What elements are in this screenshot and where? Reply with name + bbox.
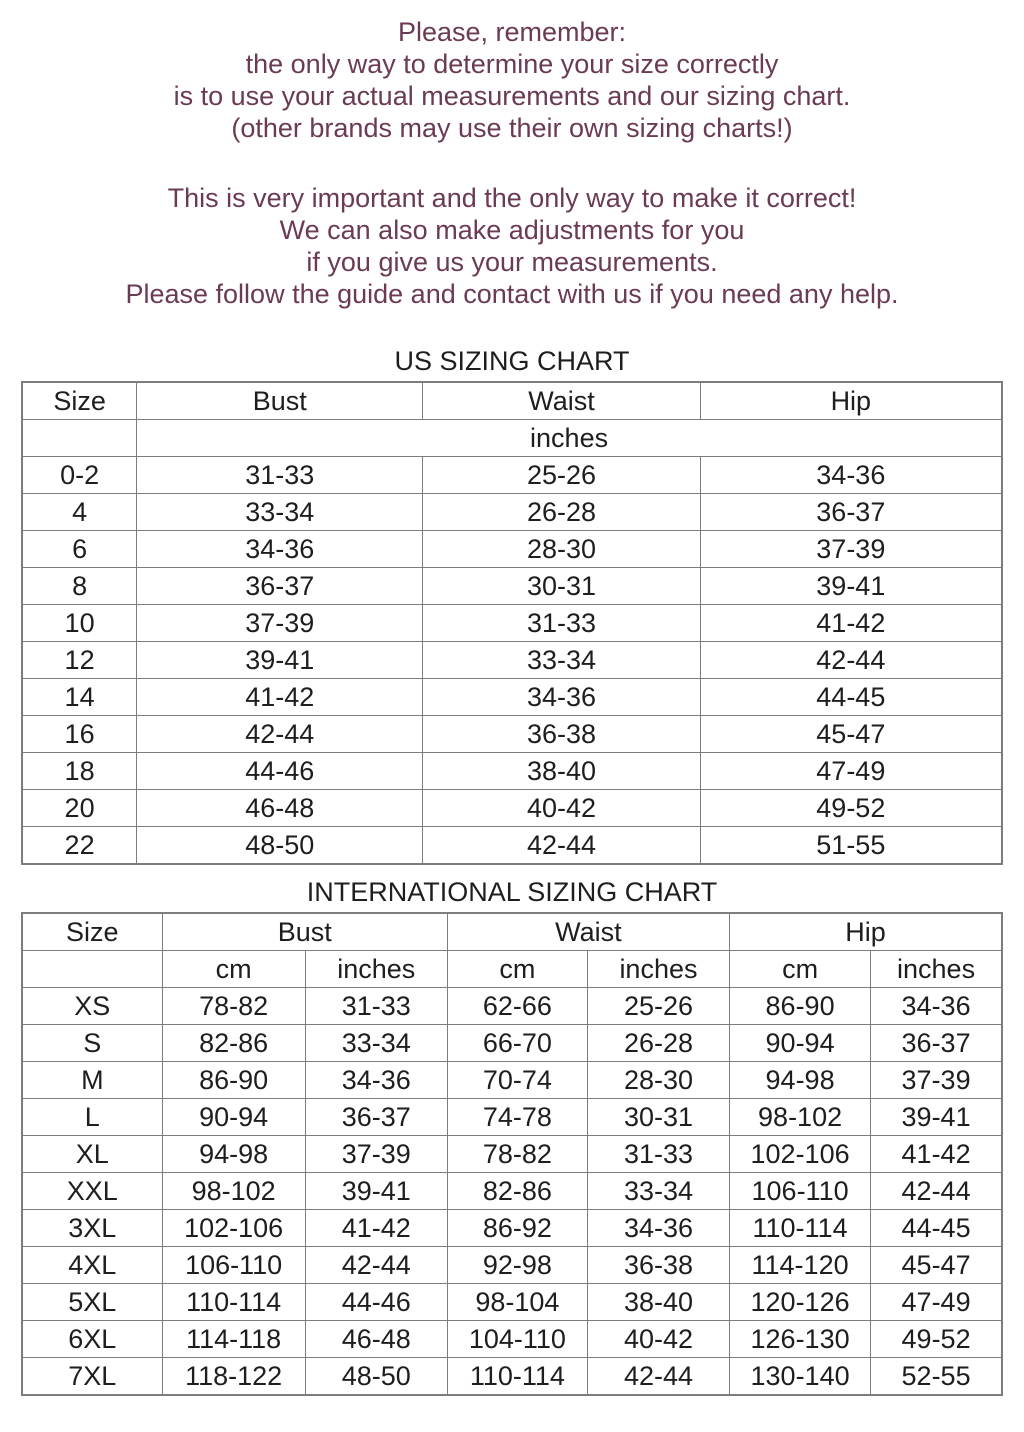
table-row: [22, 642, 1002, 679]
table-row: [22, 679, 1002, 716]
table-cell: 110-114: [447, 1358, 587, 1396]
table-cell: 10: [22, 605, 137, 642]
table-cell: 37-39: [700, 531, 1002, 568]
table-row: [22, 1062, 1002, 1099]
unit-label-cm: cm: [447, 951, 587, 988]
intro-line: the only way to determine your size correctly: [245, 49, 779, 79]
table-cell: 34-36: [423, 679, 700, 716]
table-cell: 31-33: [137, 457, 423, 494]
table-cell: 12: [22, 642, 137, 679]
table-cell: 36-37: [305, 1099, 447, 1136]
table-cell: 39-41: [305, 1173, 447, 1210]
table-cell: 34-36: [305, 1062, 447, 1099]
unit-label-cm: cm: [730, 951, 871, 988]
table-cell: 36-38: [423, 716, 700, 753]
column-header-size: Size: [22, 913, 162, 951]
table-cell: 41-42: [137, 679, 423, 716]
table-cell: 86-92: [447, 1210, 587, 1247]
table-cell: 49-52: [700, 790, 1002, 827]
table-cell: 40-42: [423, 790, 700, 827]
table-cell: 106-110: [730, 1173, 871, 1210]
table-cell: 102-106: [162, 1210, 305, 1247]
table-cell: 51-55: [700, 827, 1002, 865]
table-cell: 38-40: [423, 753, 700, 790]
table-row: [22, 1173, 1002, 1210]
column-header-waist: Waist: [447, 913, 729, 951]
intl-header-row: [22, 913, 1002, 951]
column-header-bust: Bust: [137, 382, 423, 420]
unit-label-inches: inches: [305, 951, 447, 988]
table-row: [22, 605, 1002, 642]
intro-line: if you give us your measurements.: [306, 247, 718, 277]
table-cell: 33-34: [305, 1025, 447, 1062]
table-cell: 39-41: [700, 568, 1002, 605]
intro-line: Please, remember:: [397, 17, 627, 47]
table-cell: 39-41: [871, 1099, 1002, 1136]
table-row: [22, 716, 1002, 753]
table-cell: 78-82: [447, 1136, 587, 1173]
table-row: [22, 988, 1002, 1025]
table-cell: 47-49: [871, 1284, 1002, 1321]
intro-line: Please follow the guide and contact with us if you need any help.: [125, 279, 899, 309]
intro-line: We can also make adjustments for you: [279, 215, 745, 245]
table-cell: 52-55: [871, 1358, 1002, 1396]
table-cell: 104-110: [447, 1321, 587, 1358]
table-cell: 4XL: [22, 1247, 162, 1284]
table-cell: 114-118: [162, 1321, 305, 1358]
unit-label-inches: inches: [587, 951, 729, 988]
us-sizing-table: [21, 381, 1003, 865]
table-row: [22, 1099, 1002, 1136]
table-cell: 5XL: [22, 1284, 162, 1321]
table-cell: 42-44: [587, 1358, 729, 1396]
table-cell: 25-26: [423, 457, 700, 494]
table-cell: 6: [22, 531, 137, 568]
table-cell: 62-66: [447, 988, 587, 1025]
table-cell: 30-31: [587, 1099, 729, 1136]
table-cell: 90-94: [730, 1025, 871, 1062]
table-cell: 94-98: [730, 1062, 871, 1099]
table-cell: 126-130: [730, 1321, 871, 1358]
table-cell: 42-44: [137, 716, 423, 753]
table-row: [22, 568, 1002, 605]
table-row: [22, 827, 1002, 865]
intl-sizing-table: [21, 912, 1003, 1396]
table-row: [22, 494, 1002, 531]
us-header-row: [22, 382, 1002, 420]
table-cell: 41-42: [871, 1136, 1002, 1173]
table-cell: 98-102: [730, 1099, 871, 1136]
table-cell: 36-37: [700, 494, 1002, 531]
table-cell: 42-44: [305, 1247, 447, 1284]
table-cell: 130-140: [730, 1358, 871, 1396]
intro-spacer: [0, 144, 1024, 182]
table-cell: 90-94: [162, 1099, 305, 1136]
table-cell: 40-42: [587, 1321, 729, 1358]
table-cell: 106-110: [162, 1247, 305, 1284]
table-cell: 110-114: [730, 1210, 871, 1247]
table-cell: 92-98: [447, 1247, 587, 1284]
column-header-hip: Hip: [700, 382, 1002, 420]
table-cell: 26-28: [587, 1025, 729, 1062]
table-cell: 30-31: [423, 568, 700, 605]
table-cell: 31-33: [305, 988, 447, 1025]
table-cell: 98-102: [162, 1173, 305, 1210]
table-cell: 47-49: [700, 753, 1002, 790]
table-cell: 41-42: [305, 1210, 447, 1247]
table-cell: 48-50: [305, 1358, 447, 1396]
table-cell: 25-26: [587, 988, 729, 1025]
table-cell: 66-70: [447, 1025, 587, 1062]
column-header-bust: Bust: [162, 913, 447, 951]
table-cell: 7XL: [22, 1358, 162, 1396]
unit-label-inches: inches: [871, 951, 1002, 988]
table-row: [22, 1247, 1002, 1284]
us-unit-row: [22, 420, 1002, 457]
table-cell: 36-37: [871, 1025, 1002, 1062]
table-cell: 42-44: [700, 642, 1002, 679]
table-row: [22, 531, 1002, 568]
table-cell: 34-36: [137, 531, 423, 568]
table-cell: 36-37: [137, 568, 423, 605]
table-row: [22, 1210, 1002, 1247]
table-cell: 34-36: [700, 457, 1002, 494]
table-cell: 36-38: [587, 1247, 729, 1284]
table-cell: XL: [22, 1136, 162, 1173]
empty-cell: [22, 951, 162, 988]
table-cell: 74-78: [447, 1099, 587, 1136]
table-cell: 14: [22, 679, 137, 716]
table-row: [22, 1284, 1002, 1321]
us-chart-title: US SIZING CHART: [394, 346, 630, 376]
table-cell: M: [22, 1062, 162, 1099]
table-row: [22, 790, 1002, 827]
intro-line: is to use your actual measurements and our sizing chart.: [173, 81, 851, 111]
intl-table-body: [22, 988, 1002, 1396]
table-cell: 120-126: [730, 1284, 871, 1321]
empty-cell: [22, 420, 137, 457]
table-cell: 86-90: [730, 988, 871, 1025]
table-cell: 33-34: [137, 494, 423, 531]
table-row: [22, 753, 1002, 790]
intro-text: [0, 0, 1024, 310]
table-cell: 94-98: [162, 1136, 305, 1173]
table-cell: 31-33: [587, 1136, 729, 1173]
table-row: [22, 457, 1002, 494]
table-row: [22, 1321, 1002, 1358]
table-cell: 118-122: [162, 1358, 305, 1396]
table-cell: 34-36: [587, 1210, 729, 1247]
table-cell: 42-44: [423, 827, 700, 865]
us-table-body: [22, 457, 1002, 865]
table-cell: 37-39: [871, 1062, 1002, 1099]
table-cell: 102-106: [730, 1136, 871, 1173]
intl-chart-title: INTERNATIONAL SIZING CHART: [306, 877, 718, 907]
table-cell: 33-34: [587, 1173, 729, 1210]
table-cell: 20: [22, 790, 137, 827]
table-cell: 3XL: [22, 1210, 162, 1247]
table-cell: 98-104: [447, 1284, 587, 1321]
table-cell: 78-82: [162, 988, 305, 1025]
table-cell: XXL: [22, 1173, 162, 1210]
table-cell: 8: [22, 568, 137, 605]
table-cell: 86-90: [162, 1062, 305, 1099]
column-header-waist: Waist: [423, 382, 700, 420]
table-cell: 46-48: [137, 790, 423, 827]
table-cell: 49-52: [871, 1321, 1002, 1358]
table-cell: 28-30: [423, 531, 700, 568]
table-cell: XS: [22, 988, 162, 1025]
table-cell: 82-86: [162, 1025, 305, 1062]
unit-label-cm: cm: [162, 951, 305, 988]
table-cell: 0-2: [22, 457, 137, 494]
intro-line: (other brands may use their own sizing charts!): [231, 113, 793, 143]
table-cell: 44-46: [137, 753, 423, 790]
table-cell: 4: [22, 494, 137, 531]
table-cell: 42-44: [871, 1173, 1002, 1210]
table-cell: 28-30: [587, 1062, 729, 1099]
table-cell: 34-36: [871, 988, 1002, 1025]
table-cell: 44-45: [700, 679, 1002, 716]
table-cell: 45-47: [700, 716, 1002, 753]
table-cell: 70-74: [447, 1062, 587, 1099]
column-header-size: Size: [22, 382, 137, 420]
intl-unit-row: [22, 951, 1002, 988]
table-cell: 48-50: [137, 827, 423, 865]
table-cell: 26-28: [423, 494, 700, 531]
table-cell: 41-42: [700, 605, 1002, 642]
table-cell: 44-46: [305, 1284, 447, 1321]
table-row: [22, 1025, 1002, 1062]
table-cell: S: [22, 1025, 162, 1062]
table-cell: 37-39: [305, 1136, 447, 1173]
table-cell: L: [22, 1099, 162, 1136]
table-cell: 22: [22, 827, 137, 865]
table-cell: 82-86: [447, 1173, 587, 1210]
table-cell: 16: [22, 716, 137, 753]
table-cell: 110-114: [162, 1284, 305, 1321]
table-cell: 38-40: [587, 1284, 729, 1321]
table-cell: 18: [22, 753, 137, 790]
table-cell: 31-33: [423, 605, 700, 642]
table-cell: 39-41: [137, 642, 423, 679]
table-cell: 46-48: [305, 1321, 447, 1358]
table-cell: 114-120: [730, 1247, 871, 1284]
table-cell: 33-34: [423, 642, 700, 679]
table-row: [22, 1358, 1002, 1396]
intro-line: This is very important and the only way to make it correct!: [167, 183, 857, 213]
table-row: [22, 1136, 1002, 1173]
unit-label-inches: inches: [137, 420, 1002, 457]
table-cell: 37-39: [137, 605, 423, 642]
table-cell: 44-45: [871, 1210, 1002, 1247]
column-header-hip: Hip: [730, 913, 1002, 951]
table-cell: 45-47: [871, 1247, 1002, 1284]
table-cell: 6XL: [22, 1321, 162, 1358]
